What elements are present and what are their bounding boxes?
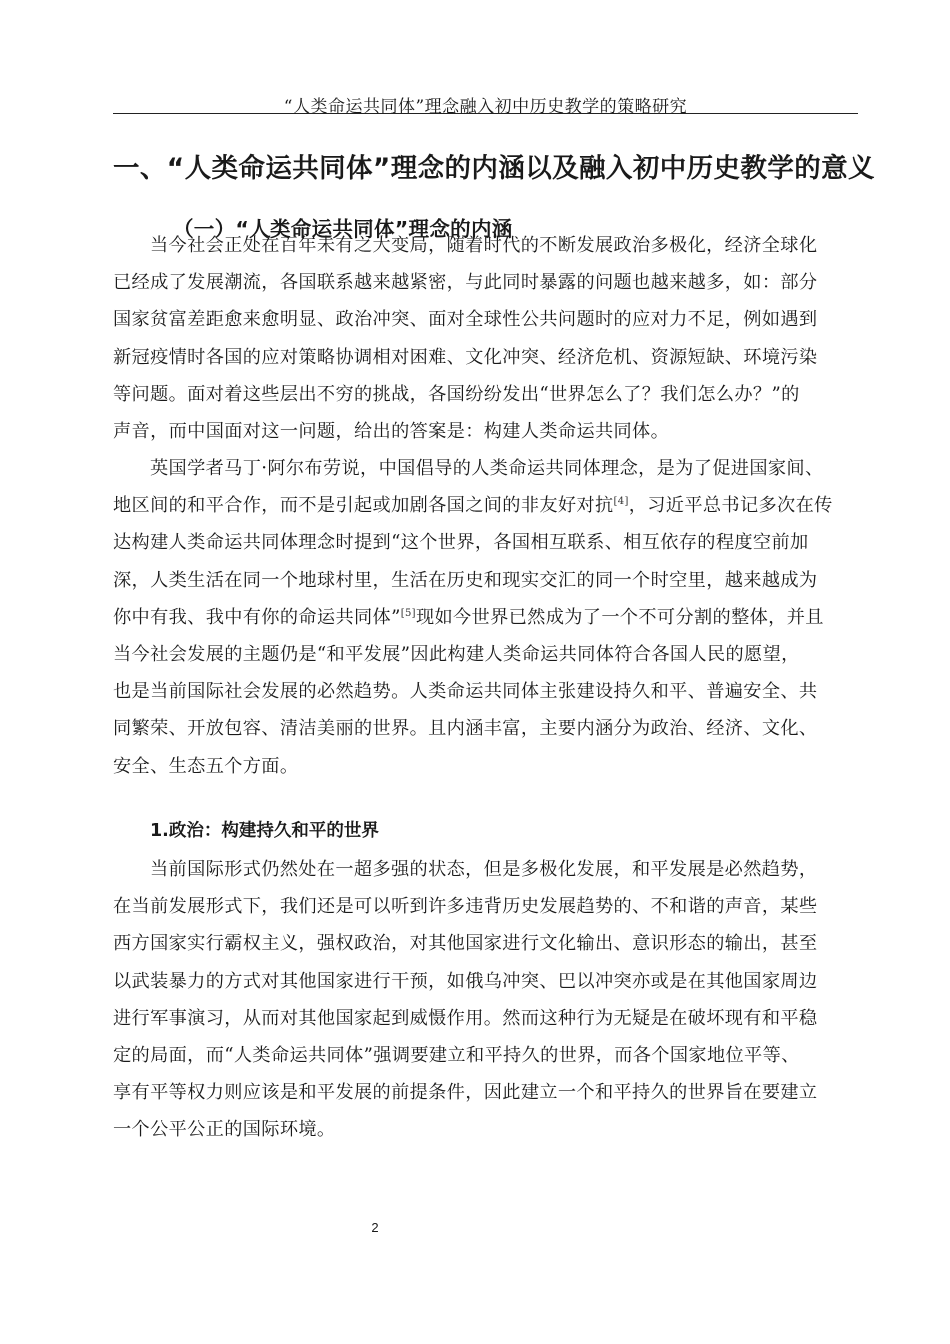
subsubsection-heading: 1.政治：构建持久和平的世界 [150, 821, 379, 841]
line-text: 地区间的和平合作，而不是引起或加剧各国之间的非友好对抗 [113, 495, 614, 517]
paragraph-line: 等问题。面对着这些层出不穷的挑战，各国纷纷发出“世界怎么了？我们怎么办？”的 [113, 383, 800, 405]
paragraph-line: 新冠疫情时各国的应对策略协调相对困难、文化冲突、经济危机、资源短缺、环境污染 [113, 346, 818, 368]
citation-ref: [4] [613, 496, 629, 508]
line-text: 现如今世界已然成为了一个不可分割的整体，并且 [415, 606, 824, 628]
citation-ref: [5] [400, 607, 416, 619]
section-heading: 一、“人类命运共同体”理念的内涵以及融入初中历史教学的意义 [113, 153, 875, 184]
paragraph-3 [113, 851, 873, 1149]
paragraph-line: 也是当前国际社会发展的必然趋势。人类命运共同体主张建设持久和平、普遍安全、共 [113, 681, 818, 703]
line-text: 你中有我、我中有你的命运共同体” [113, 606, 401, 628]
paragraph-line: 当前国际形式仍然处在一超多强的状态，但是多极化发展，和平发展是必然趋势， [150, 859, 818, 880]
running-header: “人类命运共同体”理念融入初中历史教学的策略研究 [283, 97, 688, 117]
paragraph-line: 英国学者马丁·阿尔布劳说，中国倡导的人类命运共同体理念，是为了促进国家间、 [150, 458, 824, 479]
page-number: 2 [371, 1220, 379, 1235]
header-rule [113, 113, 858, 114]
paragraph-line: 安全、生态五个方面。 [113, 755, 299, 777]
paragraph-line: 进行军事演习，从而对其他国家起到威慑作用。然而这种行为无疑是在破坏现有和平稳 [113, 1007, 818, 1029]
subsection-heading: （一）“人类命运共同体”理念的内涵 [173, 217, 513, 241]
paragraph-2 [113, 450, 873, 785]
line-text: ，习近平总书记多次在传 [628, 495, 833, 517]
paragraph-line: 在当前发展形式下，我们还是可以听到许多违背历史发展趋势的、不和谐的声音，某些 [113, 896, 818, 918]
paragraph-line: 一个公平公正的国际环境。 [113, 1119, 336, 1141]
paragraph-line: 达构建人类命运共同体理念时提到“这个世界，各国相互联系、相互依存的程度空前加 [113, 532, 809, 554]
paragraph-line: 国家贫富差距愈来愈明显、政治冲突、面对全球性公共问题时的应对力不足，例如遇到 [113, 309, 818, 331]
paragraph-line: 定的局面，而“人类命运共同体”强调要建立和平持久的世界，而各个国家地位平等、 [113, 1044, 800, 1066]
paragraph-line: 声音，而中国面对这一问题，给出的答案是：构建人类命运共同体。 [113, 420, 670, 442]
paragraph-line: 以武装暴力的方式对其他国家进行干预，如俄乌冲突、巴以冲突亦或是在其他国家周边 [113, 970, 818, 992]
paragraph-line: 同繁荣、开放包容、清洁美丽的世界。且内涵丰富，主要内涵分为政治、经济、文化、 [113, 718, 818, 740]
paragraph-line [113, 487, 873, 524]
paragraph-line: 西方国家实行霸权主义，强权政治，对其他国家进行文化输出、意识形态的输出，甚至 [113, 933, 818, 955]
paragraph-line [113, 599, 873, 636]
paragraph-line: 当今社会发展的主题仍是“和平发展”因此构建人类命运共同体符合各国人民的愿望， [113, 643, 800, 665]
paragraph-line: 深，人类生活在同一个地球村里，生活在历史和现实交汇的同一个时空里，越来越成为 [113, 569, 818, 591]
paragraph-line: 享有平等权力则应该是和平发展的前提条件，因此建立一个和平持久的世界旨在要建立 [113, 1082, 818, 1104]
paragraph-line: 已经成了发展潮流，各国联系越来越紧密，与此同时暴露的问题也越来越多，如：部分 [113, 272, 818, 294]
paragraph-1 [113, 227, 873, 450]
paragraph-line: 当今社会正处在百年未有之大变局，随着时代的不断发展政治多极化，经济全球化 [150, 235, 818, 256]
